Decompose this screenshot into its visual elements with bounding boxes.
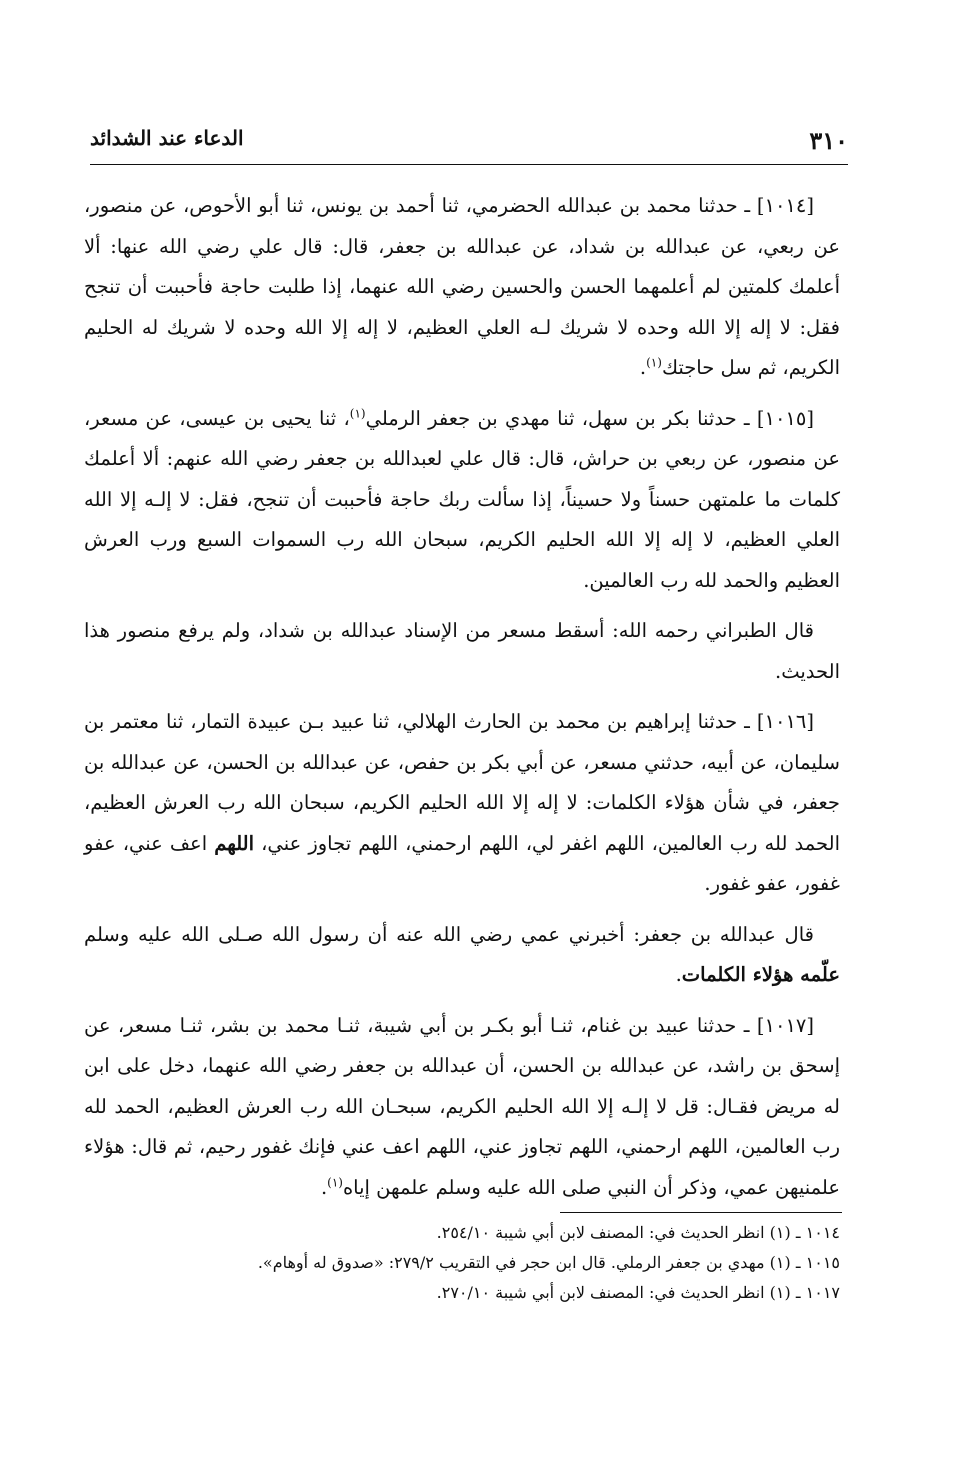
page-header [90,120,848,165]
bold-text: اللهم [214,831,255,855]
sentence-end: . [639,356,647,379]
hadith-text-continued: ، ثنا يحيى بن عيسى، عن مسعر، عن منصور، عن ربعي بن حراش، قال: قال علي لعبدالله بن جعفر رضي الله عنهم: ألا أعلمك كلمات ما علمتهن حسناً ولا حسيناً، إذا سألت ربك حاجة فأحببت أن تنجح، فقل: لا إلـه إلا الله العلي العظيم، لا إله إلا الله الحليم الكريم، سبحان الله رب السموات السبع ورب العرش العظيم والحمد لله رب العالمين. [84,406,840,592]
sentence-end: . [320,1175,328,1199]
footnote-1017: ١٠١٧ ـ (١) انظر الحديث في: المصنف لابن أبي شيبة ٢٧٠/١٠. [436,1283,840,1302]
body-text [84,186,840,1218]
footnote-1015: ١٠١٥ ـ (١) مهدي بن جعفر الرملي. قال ابن حجر في التقريب ٢٧٩/٢: «صدوق له أوهام». [257,1253,840,1272]
hadith-number: [١٠١٧] [756,1013,815,1037]
comment-text: قال الطبراني رحمه الله: أسقط مسعر من الإسناد عبدالله بن شداد، ولم يرفع منصور هذا الحديث. [84,619,840,683]
sentence-end: . [675,963,682,986]
running-title: الدعاء عند الشدائد [90,126,244,150]
hadith-1014 [84,186,840,389]
bold-text: علّمه هؤلاء الكلمات [681,963,840,986]
footnote-marker: (١) [646,355,662,370]
tabarani-comment [84,611,840,692]
page-number: ٣١٠ [809,126,848,155]
footnote-separator [560,1212,842,1213]
hadith-number: [١٠١٦] [756,710,815,733]
hadith-text-continued: اعف عني، عفو غفور، عفو غفور. [84,831,840,895]
hadith-1015 [84,399,840,602]
footnote-1014: ١٠١٤ ـ (١) انظر الحديث في: المصنف لابن أبي شيبة ٢٥٤/١٠. [436,1223,840,1242]
hadith-1016 [84,702,840,905]
hadith-text: ـ حدثنا محمد بن عبدالله الحضرمي، ثنا أحمد بن يونس، ثنا أبو الأحوص، عن منصور، عن ربعي، عن عبدالله بن شداد، عن عبدالله بن جعفر، قال: قال علي رضي الله عنها: ألا أعلمك كلمتين لم أعلمهما الحسن والحسين رضي الله عنهما، إذا طلبت حاجة فأحببت أن تنجح فقل: لا إله إلا الله وحده لا شريك لـه العلي العظيم، لا إله إلا الله وحده لا شريك له الحليم الكريم، ثم سل حاجتك [84,194,840,379]
hadith-text: ـ حدثنا عبيد بن غنام، ثنـا أبو بكـر بن أبي شيبة، ثنـا محمد بن بشر، ثنـا مسعر، عن إسحق بن راشد، عن عبدالله بن الحسن، أن عبدالله بن جعفر رضي الله عنهما، دخل على ابن له مريض فقـال: قل لا إلـه إلا الله الحليم الكريم، سبحـان الله رب العرش العظيم، الحمد لله رب العالمين، اللهم ارحمني، اللهم تجاوز عني، اللهم اعف عني فإنك غفور رحيم، ثم قال: هؤلاء علمنيهن عمي، وذكر أن النبي صلى الله عليه وسلم علمهن إياه [84,1013,840,1199]
hadith-number: [١٠١٥] [756,406,814,430]
hadith-1017 [84,1006,840,1209]
comment-text: قال عبدالله بن جعفر: أخبرني عمي رضي الله عنه أن رسول الله صـلى الله عليه وسلم [84,922,814,946]
footnote-marker: (١) [327,1175,343,1189]
hadith-text: ـ حدثنا إبراهيم بن محمد بن الحارث الهلالي، ثنا عبيد بـن عبيدة التمار، ثنا معتمر بن سليمان، عن أبيه، حدثني مسعر، عن أبي بكر بن حفص، عن عبدالله بن الحسن، عن عبدالله بن جعفر، في شأن هؤلاء الكلمات: لا إله إلا الله الحليم الكريم، سبحان الله رب العرش العظيم، الحمد لله رب العالمين، اللهم اغفر لي، اللهم ارحمني، اللهم تجاوز عني، [84,710,840,855]
hadith-number: [١٠١٤] [756,194,814,217]
footnote-marker: (١) [349,406,366,420]
hadith-text: ـ حدثنا بكر بن سهل، ثنا مهدي بن جعفر الرملي [365,406,750,430]
abdullah-comment [84,915,840,996]
footnotes [84,1218,840,1308]
